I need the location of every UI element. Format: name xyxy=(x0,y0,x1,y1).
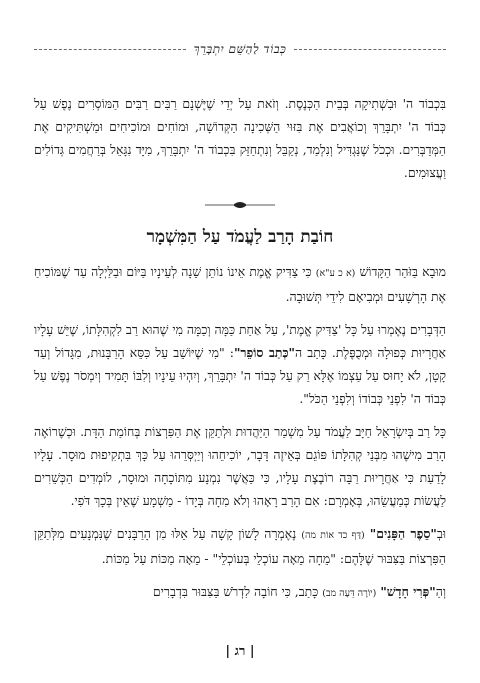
paragraph-3-quote: : "מִי שֶׁיּוֹשֵׁב עַל כִּסֵּא הָרַבָּנוּת, מִגָּדוֹל וְעַד קָטָן, לֹא יָחוּס עַל עַצְמוֹ אֶלָּא רַק עַל כְּבוֹד ה' יִתְבָּרֵךְ, וְיִהְיוּ עֵינָיו וְלִבּוֹ תָּמִיד וְיִמְסֹר נֶפֶשׁ עַל כְּבוֹד ה' לִפְנֵי כְּבוֹדוֹ וְלִפְנֵי הַכֹּל". xyxy=(34,345,446,406)
paragraph-2-body: כִּי צַדִּיק אֱמֶת אֵינוֹ נוֹתֵן שֵׁנָה לְעֵינָיו בַּיּוֹם וּבַלַּיְלָה עַד שֶׁמּוֹכִיחַ אֶת הָרְשָׁעִים וּמְבִיאָם לִידֵי תְּשׁוּבָה. xyxy=(34,264,446,304)
paragraph-3-lead: הַדְּבָרִים נֶאֶמְרוּ עַל כָּל 'צַדִּיק אֱמֶת', עַל אַחַת כַּמָּה וְכַמָּה מִי שֶׁהוּא רַב לִקְהִלָּתוֹ, שֶׁיֵּשׁ עָלָיו אַחֲרָיוּת כְּפוּלָה וּמְכֻפֶּלֶת. כָּתַב ה xyxy=(34,322,446,360)
paragraph-5-prefix: וּבְ xyxy=(436,526,446,541)
body-text xyxy=(34,92,446,605)
paragraph-4: כָּל רַב בְּיִשְׂרָאֵל חַיָּב לַעֲמֹד עַל מִשְׁמַר הַיַּהֲדוּת וּלְתַקֵּן אֶת הַפִּרְצוֹת בְּחוֹמַת הַדָּת. וּכְשֶׁרוֹאֶה הָרַב מִישֶׁהוּ מִבְּנֵי קְהִלָּתוֹ פּוֹגֵם בְּאֵיזֶה דָּבָר, יוֹכִיחֵהוּ וְיַיְסְּרֵהוּ עַל כָּךְ בִּתְקִיפוּת מוּסָר. עָלָיו לָדַעַת כִּי אַחֲרָיוּת רַבָּה רוֹבֶצֶת עָלָיו, כִּי כַּאֲשֶׁר נִמְנָע מִתּוֹכָחָה וּמוּסָר, לוֹמְדִים הַכְּשֵׁרִים לַעֲשׂוֹת כְּמַעֲשֵׂהוּ, בְּאָמְרָם: אִם הָרַב רָאָהוּ וְלֹא מִחָה בְּיָדוֹ - מַשְׁמָע שֶׁאֵין בְּכָךְ דֹּפִי. xyxy=(34,424,446,508)
paragraph-5 xyxy=(34,522,446,570)
paragraph-5-body: נֶאֶמְרָה לָשׁוֹן קָשָׁה עַל אֵלּוּ מִן הָרַבָּנִים שֶׁנִּמְנָעִים מִלְּתַקֵּן הַפִּרְצוֹת בַּצִּבּוּר שֶׁלָּהֶם: "מֵחָה מֵאָה עוֹכְלֵי בְּעוֹכְלֵי" - מֵאָה מַכּוֹת עַל מַכּוֹת. xyxy=(34,526,446,566)
paragraph-6 xyxy=(34,580,446,605)
header-rule-right xyxy=(294,49,446,50)
paragraph-3 xyxy=(34,318,446,410)
paragraph-2-lead: מוּבָא בַּזֹּהַר הַקָּדוֹשׁ xyxy=(359,264,446,279)
book-page xyxy=(34,0,446,683)
source-citation: (דַּף כד אוֹת מה) xyxy=(301,530,365,541)
paragraph-6-prefix: וְהַ xyxy=(435,584,446,599)
paragraph-6-body: כָּתַב, כִּי חוֹבָה לִדְרֹשׁ בַּצִּבּוּר בִּדְבָרִים xyxy=(152,584,319,599)
section-title: חוֹבַת הָרַב לַעֲמֹד עַל הַמִּשְׁמָר xyxy=(146,227,334,247)
source-citation: (יוֹרֶה דֵּעָה מב) xyxy=(322,588,377,599)
running-header xyxy=(34,40,446,58)
source-name: "כְּתַב סוֹפֵר" xyxy=(233,345,295,360)
source-name: "פְּרִי חָדָשׁ" xyxy=(380,584,436,599)
paragraph-1: בִּכְבוֹד ה' וּבִשְׁתִיקָה בְּבֵית הַכְּנֶסֶת. וְזֹאת עַל יְדֵי שֶׁיֶּשְׁנָם רַבִּים רַבִּים הַמּוֹסְרִים נֶפֶשׁ עַל כְּבוֹד ה' יִתְבָּרֵךְ וְכוֹאֲבִים אֶת בִּזּוּי הַשְּׁכִינָה הַקְּדוֹשָׁה, וּמוֹחִים וּמוֹכִיחִים וּמַשְׁתִּיקִים אֶת הַמְּדַבְּרִים. וּכְכֹל שֶׁנַּגְדִּיל וְנִלְמַד, נְקַבֵּל וְנִתְחַזֵּק בִּכְבוֹד ה' יִתְבָּרֵךְ, מִיָּד נִגָּאֵל בְּרַחֲמִים גְּדוֹלִים וַעֲצוּמִים. xyxy=(34,96,446,180)
source-citation: (א כ ע"א) xyxy=(315,268,356,279)
page-number: | רג | xyxy=(225,644,255,659)
source-name: "סֵפֶר הַפָּנִים" xyxy=(369,526,437,541)
paragraph-2 xyxy=(34,260,446,308)
ornament-divider-icon xyxy=(34,192,446,218)
header-rule-left xyxy=(34,49,186,50)
running-title: כְּבוֹד לַהַשֵּׁם יִתְבָּרֵךְ xyxy=(193,41,287,56)
